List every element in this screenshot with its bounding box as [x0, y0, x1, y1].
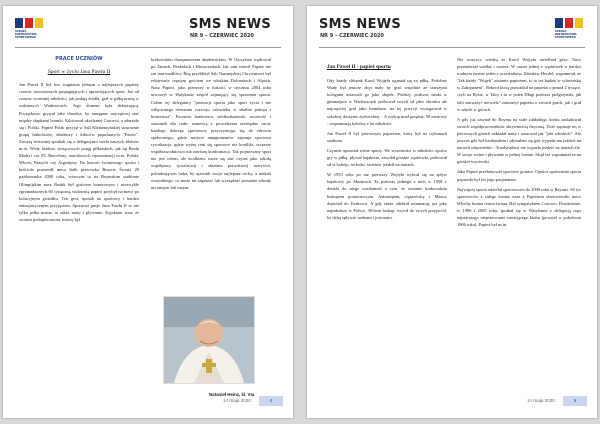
masthead-title: SMS NEWS	[319, 17, 402, 32]
photo-caption: Natanieł Heinz, kl. VIa	[209, 392, 255, 397]
footer-date: 14 maja 2020	[223, 398, 251, 403]
logo-caption: SZKOŁA MISTRZOSTWA SPORTOWEGO	[555, 30, 577, 39]
newsletter-page-right	[307, 6, 597, 418]
right-column-1	[327, 64, 447, 394]
page-footer	[3, 396, 293, 406]
logo-box-yellow	[35, 18, 43, 28]
school-logo	[555, 18, 585, 42]
masthead-issue: NR 9 – CZERWIEC 2020	[190, 33, 254, 39]
article-paragraph: krakowskim duszpasterzem akademickim. W Ojczyźnie wędrował po Tatrach, Beskidach i Bieszczadach. Jak sam mówił Papież nie raz tam modlitwy Bóg przybliżył Sali Nazarejskiej Chrystusowi był relatywnie częstym gościem we włoskim Dolomitach i Alpach. Nasz Papież, jako pierwszy w historii, w styczniu 2004 roku utworzył w Watykanie zespół zajmujący się sprawami sportu. Celem tej delegatury "promocji sportu jako sport życia i nie odłączonego elementu rozwoju człowieka w służbie pokoju i braterstwa". Poczucie braterstwa, wielkoduszność, szczerość i szacunek dla ciała- stanowią z powodzenia niezbędne cnoty każdego dobrego sportowca, przyczyniając się do zdrowia społecznego, gdzie miejsce antagonizmów zajmuje sportowa rywalizacja, gdzie wyżej ceni się sportowe niż konflikt, szczerze współzawodnictwo niż zawiszę konfrontacji. Tak pojmowany sport nie jest celem, ale środkiem: może się stać czymś jako szkołą współpracy rywalizacji i służenia prawdziwej rozrywce, pobudzającym ludzi, by ujawnili swoje najlepsze cechy, a unikali wszystkiego, co może im zagrażać lub wyrządzać poważne szkody im samym lub innym.	[151, 57, 271, 190]
logo-boxes	[15, 18, 45, 28]
logo-box-red	[25, 18, 33, 28]
photo-portrait	[163, 296, 255, 384]
logo-boxes	[555, 18, 585, 28]
masthead-title: SMS NEWS	[189, 17, 272, 32]
footer-date: 14 maja 2020	[527, 398, 555, 403]
newsletter-page-left	[3, 6, 293, 418]
logo-box-red	[565, 18, 573, 28]
logo-box-blue	[555, 18, 563, 28]
article-paragraph: Najwięcej sportu udzielał sportowcom do 2000 roku w Rzymie. 60 tys sportowców z całego świata wraz z Papieżem obserwowało mecz Włochy kontra reszta świata. Był sympatykiem Cracovii. Dwukrotnie, w 1996 i 2005 roku, spotkał się w Watykanie z delegacją tego najstarszego nieprzerwanie istniejącego klubu (powstał w pokoleniu 1906 roku). Papież był m.in.	[457, 186, 581, 228]
page-footer	[307, 396, 597, 406]
article-paragraph: Jako Papież przełamywał sportowe granice. Oprócz uprawiania sportu poprzeda był też jego pasjonatem.	[457, 169, 581, 182]
logo-box-blue	[15, 18, 23, 28]
photo-portrait-icon	[164, 297, 254, 383]
right-column-2	[457, 56, 581, 396]
article-title: Sport w życiu Jana Pawła II	[47, 69, 111, 76]
left-column-2	[151, 56, 271, 296]
article-title: Jan Paweł II - papież sportu	[327, 64, 391, 70]
header-rule	[319, 47, 585, 48]
article-paragraph: Gdy każdy chłopak Karol Wojtyła uganiał się za piłką. Podobno Wady był jeszcze zbyt mały by grać wspólnie ze starszymi kolegami ustawiali go jako słupek. Później, podczas nauki w gimnazjum w Wadowicach próbował swych sił jako obrońca ale najczęściej grał jako bramkarz, na tej pozycji występował w szkolnej drużynie żydowskiej. - A wykop miał potężny, 50 metrowy - wspominają koledzy z lat młodości.	[327, 78, 447, 126]
section-label: PRACE UCZNIÓW	[55, 56, 103, 62]
header-rule	[15, 47, 281, 48]
article-paragraph: W 1953 roku po raz pierwszy Wojtyła wybrał się na spływ kajakowy po Mazurach. Ta podczas jednego z nich w 1958 r. dotarła do niego wiadomość o tym, że zostanie krakowskim biskupem pomocniczym. Antostepem, ciężarówką z Mazur, dojechał do Krakowa. A gdy także odebrał nominację już jako najmłodszy w Polsce, 38-letni biskup, wrócił do swych przyjaciół, by dalej spływać rzekami i jeziorami.	[327, 172, 447, 220]
article-paragraph: A gdy już zawitał do Rzymu na stałe zakładając kroku zaskakiwał swoich współpracowników aktywnością fizyczną. Dość zapisuje im w pierwszych górach zakładał narty i szusował jak "jaki włoskich". Ale jeszcze gdy był kardynałem i pływałem się gdy wypada mu jeździć na nartach odpowiedzi. - Kardynałowi nie wypada jeździć na nartach źle. W swoje wolne i pływanie w pełnej formie. Skąd też wspomniał że na górskie wycieczki.	[457, 116, 581, 165]
logo-caption: SZKOŁA MISTRZOSTWA SPORTOWEGO	[15, 30, 37, 39]
article-paragraph: Jan Paweł II był pierwszym papieżem, który był na trybunach stadionu.	[327, 130, 447, 143]
masthead-issue: NR 9 – CZERWIEC 2020	[320, 33, 384, 39]
article-paragraph: Jan Paweł II był bez wątpienia jednym z najlepszych papieży czasów nowożytnych propagujących i uprawiających sport. Już od czasów wczesnej młodości, jak podają źródła, grał w piłkę nożną w rodzinnych Wadowicach. Jego domem była debiutującą. Początkowo grywał jako obrońca, by następnie najczęściej stać między słupkami bramki. Kibicował ukochanej Cracovii, a zdarzało się i Polski. Papież Polak przyjął w Sali Klementyńskiej stosownie grupę futbolistów, działaczy i kibiców popularnych "Pasów". Zresztą wezwniej spotkali się z delegacjami wielu naszych klubów m.in. Wisły krakow, tysiącowych potęg piłkarskich, jak np Realu Madryt czy FC Barcelony, narodowych reprezentacji m.in. Polski, Włoch, Brazylii czy Argentyny. Do historii światowego sportu i kościoła przeszedł mecz Italii przeciwko Reszcie Świata 29 października 2000 roku, wówczas to na Rzymskim stadionie Olimpijskim nasz Rodak był gościem honorowym i niezwykle zgromadzonych 60 tysięczną widownią papież przybył na mecz po kolacyjnym gwizdku. Ten gest, sposób na sportowy i bardzo entuzjastycznym przyjęciem. Sportowe pasje Jana Pawła II to nie tylko piłka nożna, to także narty i pływanie. Kajakami wraz ze swoimi podopiecznymi, którzy był	[19, 82, 139, 222]
article-paragraph: Czynnie uprawiał różne sporty. We wczesności w młodości oprócz gry w piłkę, pływał kajakiem, zawołał górskie wędrówki, próbował sił w hokeju, na łodzi, świetnie jeździł na nartach.	[327, 147, 447, 168]
page-number: 5	[563, 396, 587, 406]
left-column-1	[19, 56, 139, 223]
logo-box-yellow	[575, 18, 583, 28]
page-number: 4	[259, 396, 283, 406]
school-logo	[15, 18, 45, 42]
article-paragraph: Nie wszyscy wiedzą że Karol Wojtyła uwielbiał góry. Tatry przemierzał wzdłuż i wszerz. W czasie jednej z wędrówek w bardzo trudnym terenie jeden z uczestników, Zdzisław Heydel, wspomniał, że "Jak każdy "Wujek" zostanie papieżem, to to też będzie w schronisku w Zakopanem". Rekord którą prowadził na papieżu o ponad 2 tysiące, czyli na Rysie, w Tatry i tu w jeden Długi podczas pielgrzymki, jak lubi zauważyć niewiele" zauważył papieżu o swoich grach, jak i grał w szkole w górach.	[457, 57, 581, 112]
